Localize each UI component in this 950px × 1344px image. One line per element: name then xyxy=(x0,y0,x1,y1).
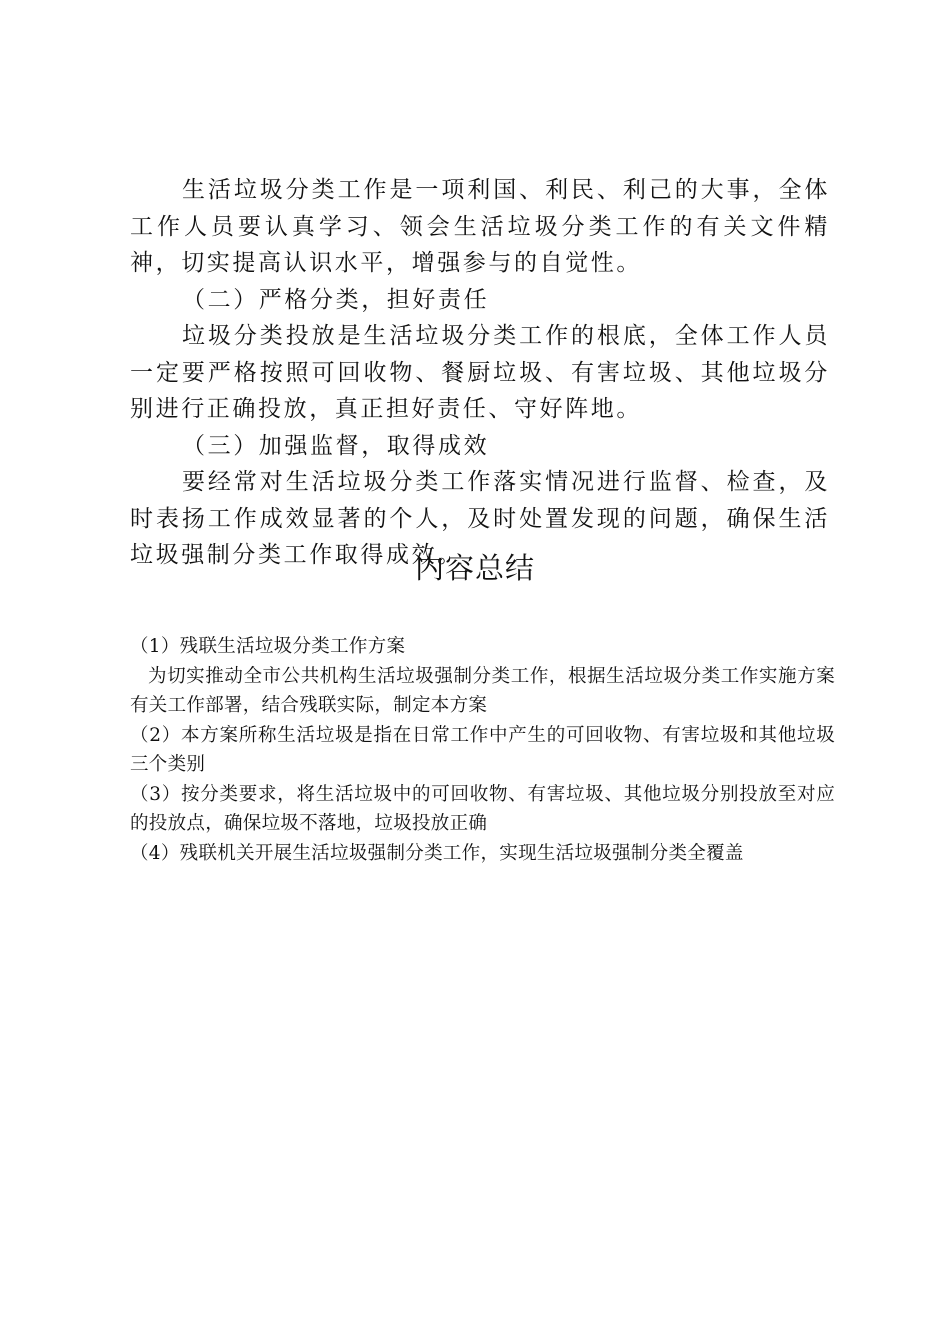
summary-list xyxy=(130,632,835,868)
body-paragraph: 生活垃圾分类工作是一项利国、利民、利己的大事，全体工作人员要认真学习、领会生活垃圾分类工作的有关文件精神，切实提高认识水平，增强参与的自觉性。 xyxy=(130,177,830,276)
body-paragraph: 要经常对生活垃圾分类工作落实情况进行监督、检查，及时表扬工作成效显著的个人，及时处置发现的问题，确保生活垃圾强制分类工作取得成效。 xyxy=(130,469,830,568)
section-heading: （三）加强监督，取得成效 xyxy=(182,432,490,459)
summary-item: （2）本方案所称生活垃圾是指在日常工作中产生的可回收物、有害垃圾和其他垃圾三个类别 xyxy=(130,724,835,775)
summary-title: 内容总结 xyxy=(414,551,535,585)
summary-item: 为切实推动全市公共机构生活垃圾强制分类工作，根据生活垃圾分类工作实施方案有关工作部署，结合残联实际，制定本方案 xyxy=(130,665,835,716)
body-paragraph: 垃圾分类投放是生活垃圾分类工作的根底，全体工作人员一定要严格按照可回收物、餐厨垃圾、有害垃圾、其他垃圾分别进行正确投放，真正担好责任、守好阵地。 xyxy=(130,323,830,422)
summary-item: （4）残联机关开展生活垃圾强制分类工作，实现生活垃圾强制分类全覆盖 xyxy=(130,842,744,864)
summary-item: （1）残联生活垃圾分类工作方案 xyxy=(130,636,406,657)
section-heading: （二）严格分类，担好责任 xyxy=(182,286,490,313)
summary-item: （3）按分类要求，将生活垃圾中的可回收物、有害垃圾、其他垃圾分别投放至对应的投放点，确保垃圾不落地，垃圾投放正确 xyxy=(130,783,835,834)
document-body xyxy=(130,172,830,574)
